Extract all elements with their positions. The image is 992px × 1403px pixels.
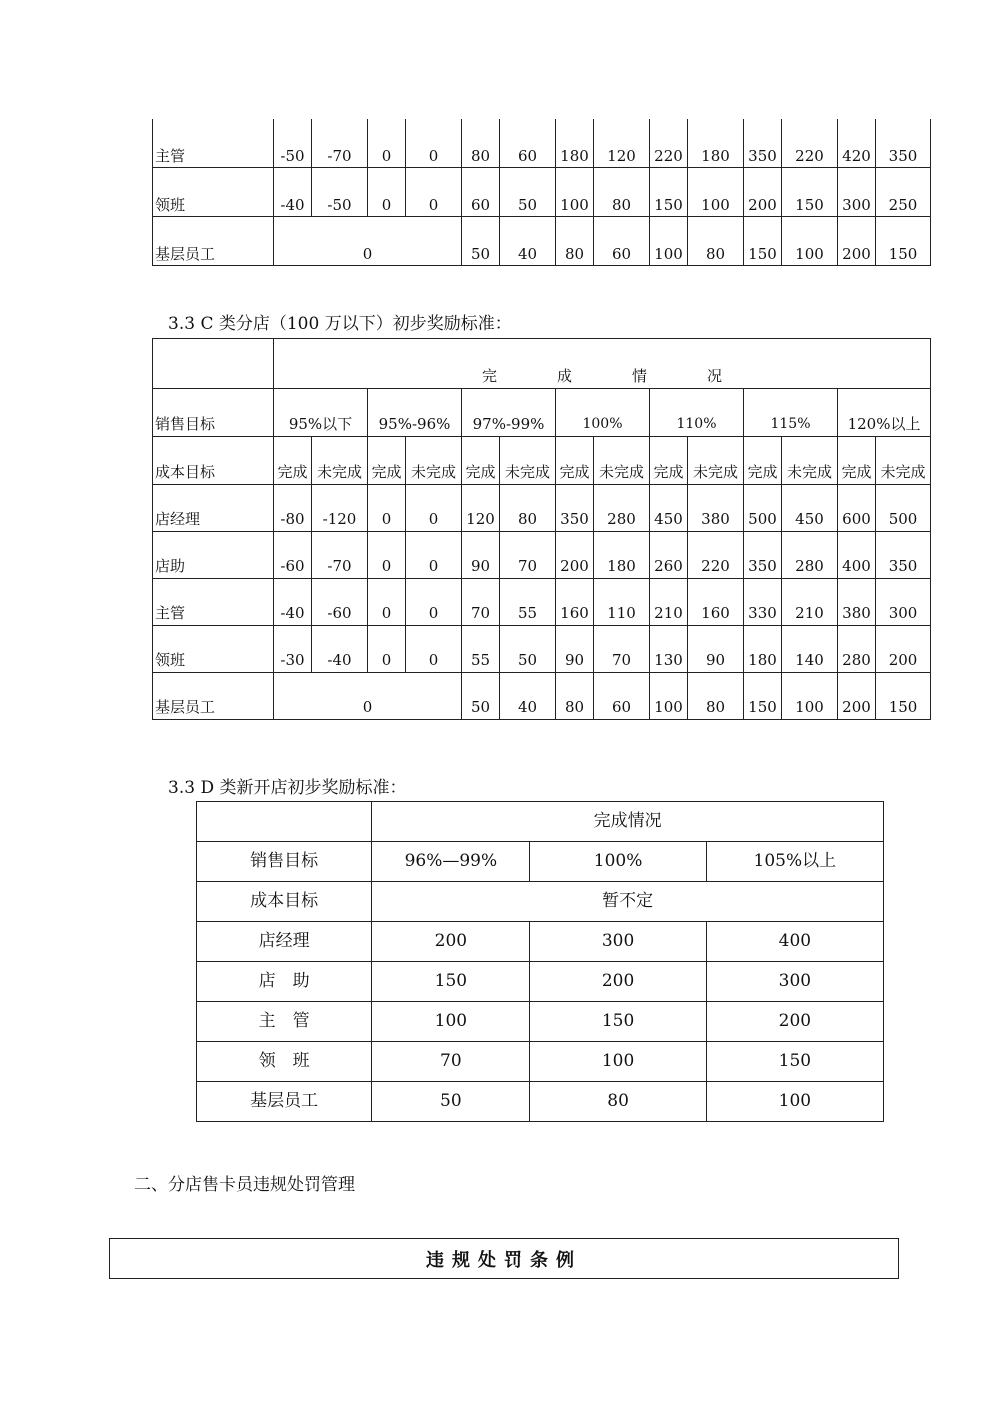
table-cell: 300 [706, 962, 883, 1002]
cost-not-done-header: 未完成 [312, 437, 368, 485]
table-cell: 400 [706, 922, 883, 962]
table-cell: 100 [372, 1002, 530, 1042]
table-cell: 330 [744, 579, 782, 626]
table-c-cost-label: 成本目标 [153, 437, 274, 485]
table-cell: 0 [406, 168, 462, 217]
cost-done-header: 完成 [462, 437, 500, 485]
table-cell: 220 [782, 119, 838, 168]
table-d [196, 801, 884, 1122]
table-cell: 50 [462, 217, 500, 266]
table-cell: -60 [312, 579, 368, 626]
table-cell: 150 [372, 962, 530, 1002]
table-cell: 100 [650, 217, 688, 266]
table-cell: 55 [500, 579, 556, 626]
table-cell: 90 [688, 626, 744, 673]
sales-range-header: 95%以下 [274, 389, 368, 437]
cost-not-done-header: 未完成 [688, 437, 744, 485]
table-cell: 350 [556, 485, 594, 532]
table-cell: 200 [530, 962, 706, 1002]
table-cell: 90 [462, 532, 500, 579]
table-cell: 150 [876, 673, 931, 720]
table-cell: -50 [274, 119, 312, 168]
merged-cell: 0 [274, 217, 462, 266]
table-row [153, 217, 931, 266]
table-cell: 160 [556, 579, 594, 626]
table-row [153, 119, 931, 168]
table-cell: 600 [838, 485, 876, 532]
table-row [197, 1042, 884, 1082]
table-b-tail [152, 119, 931, 266]
table-cell: 450 [650, 485, 688, 532]
table-row [153, 673, 931, 720]
sales-range-header: 105%以上 [706, 842, 883, 882]
row-label: 主管 [153, 579, 274, 626]
table-cell: 80 [688, 217, 744, 266]
sales-range-header: 110% [650, 389, 744, 437]
table-cell: 200 [372, 922, 530, 962]
table-cell: 200 [556, 532, 594, 579]
table-cell: -70 [312, 532, 368, 579]
merged-cell: 0 [274, 673, 462, 720]
section-c-heading: 3.3 C 类分店（100 万以下）初步奖励标准： [168, 314, 512, 334]
table-cell: 300 [876, 579, 931, 626]
table-cell: 60 [594, 673, 650, 720]
table-cell: 500 [876, 485, 931, 532]
table-cell: 50 [500, 626, 556, 673]
table-c-completion-header: 完成情况 [274, 339, 931, 389]
table-cell: 210 [650, 579, 688, 626]
table-cell: 60 [462, 168, 500, 217]
table-cell: 180 [688, 119, 744, 168]
table-row [153, 485, 931, 532]
table-row [153, 579, 931, 626]
row-label: 基层员工 [153, 217, 274, 266]
cost-done-header: 完成 [744, 437, 782, 485]
row-label: 基层员工 [197, 1082, 372, 1122]
table-cell: 350 [876, 119, 931, 168]
table-cell: 100 [556, 168, 594, 217]
table-cell: -60 [274, 532, 312, 579]
violation-rules-title-box [109, 1238, 899, 1279]
table-cell: 0 [368, 579, 406, 626]
cost-not-done-header: 未完成 [406, 437, 462, 485]
table-cell: 0 [406, 532, 462, 579]
table-cell: 100 [782, 217, 838, 266]
table-row [153, 168, 931, 217]
table-cell: -50 [312, 168, 368, 217]
cost-not-done-header: 未完成 [876, 437, 931, 485]
table-cell: 220 [688, 532, 744, 579]
table-d-sales-label: 销售目标 [197, 842, 372, 882]
row-label: 领班 [153, 626, 274, 673]
table-cell: 220 [650, 119, 688, 168]
table-cell: 150 [650, 168, 688, 217]
table-cell: 110 [594, 579, 650, 626]
table-cell: 120 [594, 119, 650, 168]
table-cell: 180 [744, 626, 782, 673]
table-cell: 80 [594, 168, 650, 217]
table-d-cost-value: 暂不定 [372, 882, 884, 922]
table-cell: 70 [462, 579, 500, 626]
table-cell: -120 [312, 485, 368, 532]
table-cell: 280 [782, 532, 838, 579]
table-cell: 180 [594, 532, 650, 579]
table-cell: 300 [530, 922, 706, 962]
table-cell: 200 [744, 168, 782, 217]
table-cell: 0 [368, 485, 406, 532]
table-cell: 150 [744, 673, 782, 720]
sales-range-header: 120%以上 [838, 389, 931, 437]
row-label: 店 助 [197, 962, 372, 1002]
table-cell: 200 [876, 626, 931, 673]
table-c-sales-label: 销售目标 [153, 389, 274, 437]
table-d-cost-label: 成本目标 [197, 882, 372, 922]
table-row [153, 626, 931, 673]
table-cell: 300 [838, 168, 876, 217]
table-cell: 0 [406, 119, 462, 168]
table-cell: -30 [274, 626, 312, 673]
table-cell: 280 [838, 626, 876, 673]
sales-range-header: 96%—99% [372, 842, 530, 882]
table-cell: 130 [650, 626, 688, 673]
table-cell: 150 [782, 168, 838, 217]
table-cell: 160 [688, 579, 744, 626]
table-cell: 0 [406, 579, 462, 626]
table-cell: 350 [744, 532, 782, 579]
table-row [197, 1002, 884, 1042]
table-cell: 70 [372, 1042, 530, 1082]
table-cell: 80 [688, 673, 744, 720]
table-cell: 350 [744, 119, 782, 168]
table-cell: 0 [406, 485, 462, 532]
table-cell: 50 [372, 1082, 530, 1122]
table-c [152, 338, 931, 720]
table-cell: -40 [274, 168, 312, 217]
cost-done-header: 完成 [556, 437, 594, 485]
table-cell: 350 [876, 532, 931, 579]
table-cell: 450 [782, 485, 838, 532]
table-cell: 100 [650, 673, 688, 720]
table-cell: 380 [688, 485, 744, 532]
table-cell: -40 [312, 626, 368, 673]
table-cell: 200 [838, 673, 876, 720]
table-cell: 40 [500, 217, 556, 266]
table-cell: 120 [462, 485, 500, 532]
table-cell: 150 [706, 1042, 883, 1082]
table-d-completion-header: 完成情况 [372, 802, 884, 842]
row-label: 店助 [153, 532, 274, 579]
table-cell: 250 [876, 168, 931, 217]
table-row [197, 922, 884, 962]
table-d-corner [197, 802, 372, 842]
table-cell: 210 [782, 579, 838, 626]
table-cell: -70 [312, 119, 368, 168]
table-cell: 200 [838, 217, 876, 266]
table-row [153, 532, 931, 579]
table-row [197, 1082, 884, 1122]
table-cell: -80 [274, 485, 312, 532]
section-d-heading: 3.3 D 类新开店初步奖励标准： [168, 778, 407, 798]
table-cell: 150 [530, 1002, 706, 1042]
cost-not-done-header: 未完成 [594, 437, 650, 485]
table-cell: 150 [744, 217, 782, 266]
table-cell: 0 [368, 168, 406, 217]
table-cell: 55 [462, 626, 500, 673]
table-cell: 200 [706, 1002, 883, 1042]
table-cell: 40 [500, 673, 556, 720]
table-cell: 150 [876, 217, 931, 266]
section-two-heading: 二、分店售卡员违规处罚管理 [134, 1175, 355, 1195]
cost-not-done-header: 未完成 [500, 437, 556, 485]
row-label: 店经理 [153, 485, 274, 532]
table-cell: 80 [500, 485, 556, 532]
table-cell: 500 [744, 485, 782, 532]
table-cell: 100 [530, 1042, 706, 1082]
table-cell: 60 [500, 119, 556, 168]
table-cell: 100 [782, 673, 838, 720]
table-cell: 0 [368, 532, 406, 579]
row-label: 主 管 [197, 1002, 372, 1042]
row-label: 领 班 [197, 1042, 372, 1082]
row-label: 基层员工 [153, 673, 274, 720]
table-cell: 80 [462, 119, 500, 168]
table-cell: 400 [838, 532, 876, 579]
table-cell: 70 [500, 532, 556, 579]
table-cell: 0 [368, 626, 406, 673]
table-cell: 50 [462, 673, 500, 720]
table-c-corner [153, 339, 274, 389]
table-cell: 60 [594, 217, 650, 266]
table-cell: 180 [556, 119, 594, 168]
violation-rules-title: 违规处罚条例 [426, 1249, 582, 1271]
row-label: 主管 [153, 119, 274, 168]
row-label: 店经理 [197, 922, 372, 962]
sales-range-header: 97%-99% [462, 389, 556, 437]
cost-done-header: 完成 [368, 437, 406, 485]
table-cell: 80 [530, 1082, 706, 1122]
table-cell: 140 [782, 626, 838, 673]
table-row [197, 962, 884, 1002]
sales-range-header: 115% [744, 389, 838, 437]
cost-done-header: 完成 [274, 437, 312, 485]
table-cell: 380 [838, 579, 876, 626]
table-cell: -40 [274, 579, 312, 626]
table-cell: 0 [368, 119, 406, 168]
row-label: 领班 [153, 168, 274, 217]
cost-not-done-header: 未完成 [782, 437, 838, 485]
table-cell: 420 [838, 119, 876, 168]
sales-range-header: 100% [556, 389, 650, 437]
cost-done-header: 完成 [650, 437, 688, 485]
table-cell: 70 [594, 626, 650, 673]
table-cell: 280 [594, 485, 650, 532]
table-cell: 90 [556, 626, 594, 673]
sales-range-header: 100% [530, 842, 706, 882]
table-cell: 50 [500, 168, 556, 217]
table-cell: 260 [650, 532, 688, 579]
table-cell: 0 [406, 626, 462, 673]
table-cell: 100 [706, 1082, 883, 1122]
table-cell: 80 [556, 673, 594, 720]
table-cell: 80 [556, 217, 594, 266]
sales-range-header: 95%-96% [368, 389, 462, 437]
table-cell: 100 [688, 168, 744, 217]
cost-done-header: 完成 [838, 437, 876, 485]
